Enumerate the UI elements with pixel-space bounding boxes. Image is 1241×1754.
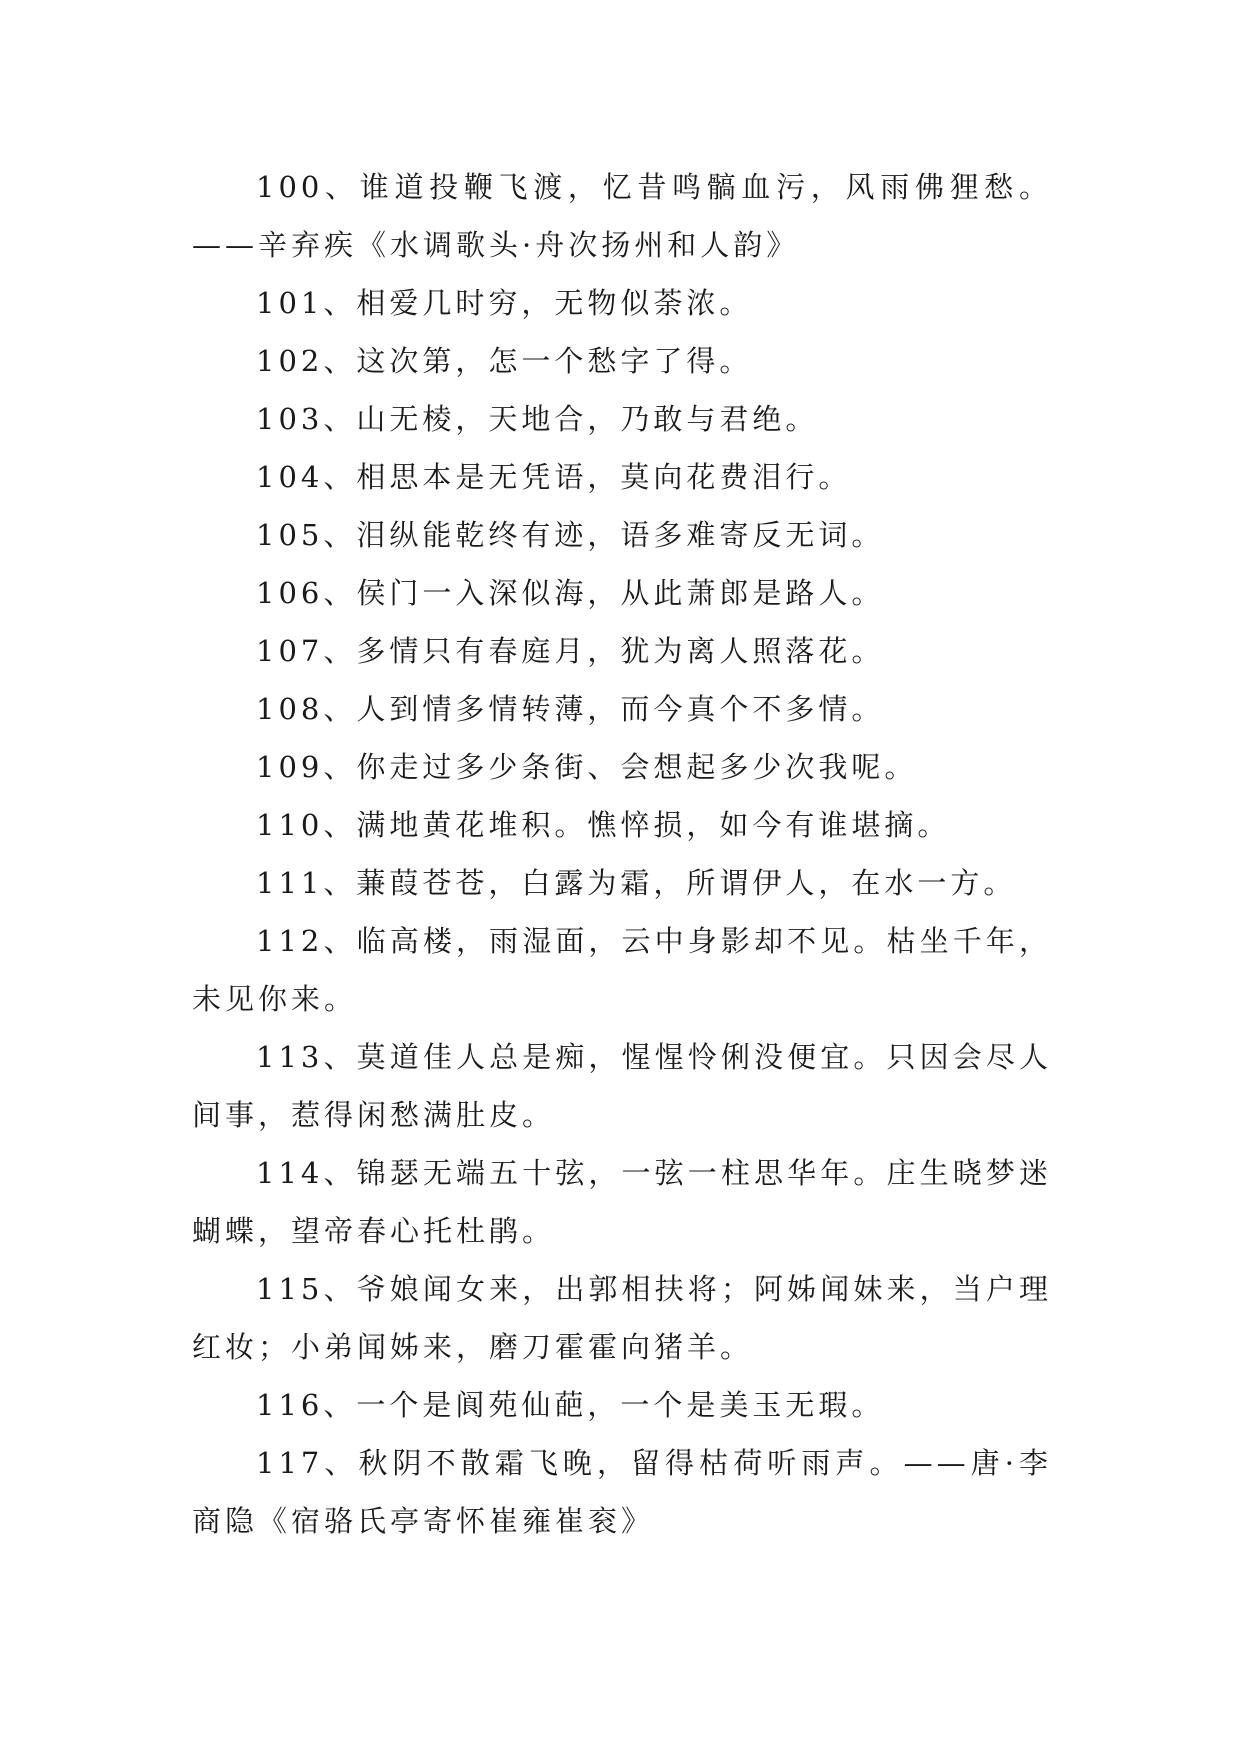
quote-entry: 110、满地黄花堆积。憔悴损，如今有谁堪摘。 <box>256 808 951 842</box>
quote-entry: 115、爷娘闻女来，出郭相扶将；阿姊闻妹来，当户理红妆；小弟闻姊来，磨刀霍霍向猪羊。 <box>192 1272 1052 1364</box>
quote-entry: 113、莫道佳人总是痴，惺惺怜俐没便宜。只因会尽人间事，惹得闲愁满肚皮。 <box>192 1040 1052 1132</box>
quote-entry: 109、你走过多少条街、会想起多少次我呢。 <box>256 750 918 784</box>
quote-entry: 108、人到情多情转薄，而今真个不多情。 <box>256 692 885 726</box>
quote-entry: 107、多情只有春庭月，犹为离人照落花。 <box>256 634 885 668</box>
quote-entry: 105、泪纵能乾终有迹，语多难寄反无词。 <box>256 518 885 552</box>
quote-entry: 103、山无棱，天地合，乃敢与君绝。 <box>256 402 819 436</box>
quote-entry: 112、临高楼，雨湿面，云中身影却不见。枯坐千年，未见你来。 <box>192 924 1052 1016</box>
quote-entry: 106、侯门一入深似海，从此萧郎是路人。 <box>256 576 885 610</box>
quote-entry: 104、相思本是无凭语，莫向花费泪行。 <box>256 460 852 494</box>
quote-entry: 111、蒹葭苍苍，白露为霜，所谓伊人，在水一方。 <box>256 866 1017 900</box>
quote-entry: 117、秋阴不散霜飞晚，留得枯荷听雨声。——唐·李商隐《宿骆氏亭寄怀崔雍崔衮》 <box>192 1446 1052 1538</box>
quote-entry: 116、一个是阆苑仙葩，一个是美玉无瑕。 <box>256 1388 885 1422</box>
quote-entry: 114、锦瑟无端五十弦，一弦一柱思华年。庄生晓梦迷蝴蝶，望帝春心托杜鹃。 <box>192 1156 1052 1248</box>
quote-entry: 101、相爱几时穷，无物似荼浓。 <box>256 286 753 320</box>
document-body <box>192 158 1052 1550</box>
quote-entry: 100、谁道投鞭飞渡，忆昔鸣髇血污，风雨佛狸愁。——辛弃疾《水调歌头·舟次扬州和人韵》 <box>192 170 1052 262</box>
quote-entry: 102、这次第，怎一个愁字了得。 <box>256 344 753 378</box>
